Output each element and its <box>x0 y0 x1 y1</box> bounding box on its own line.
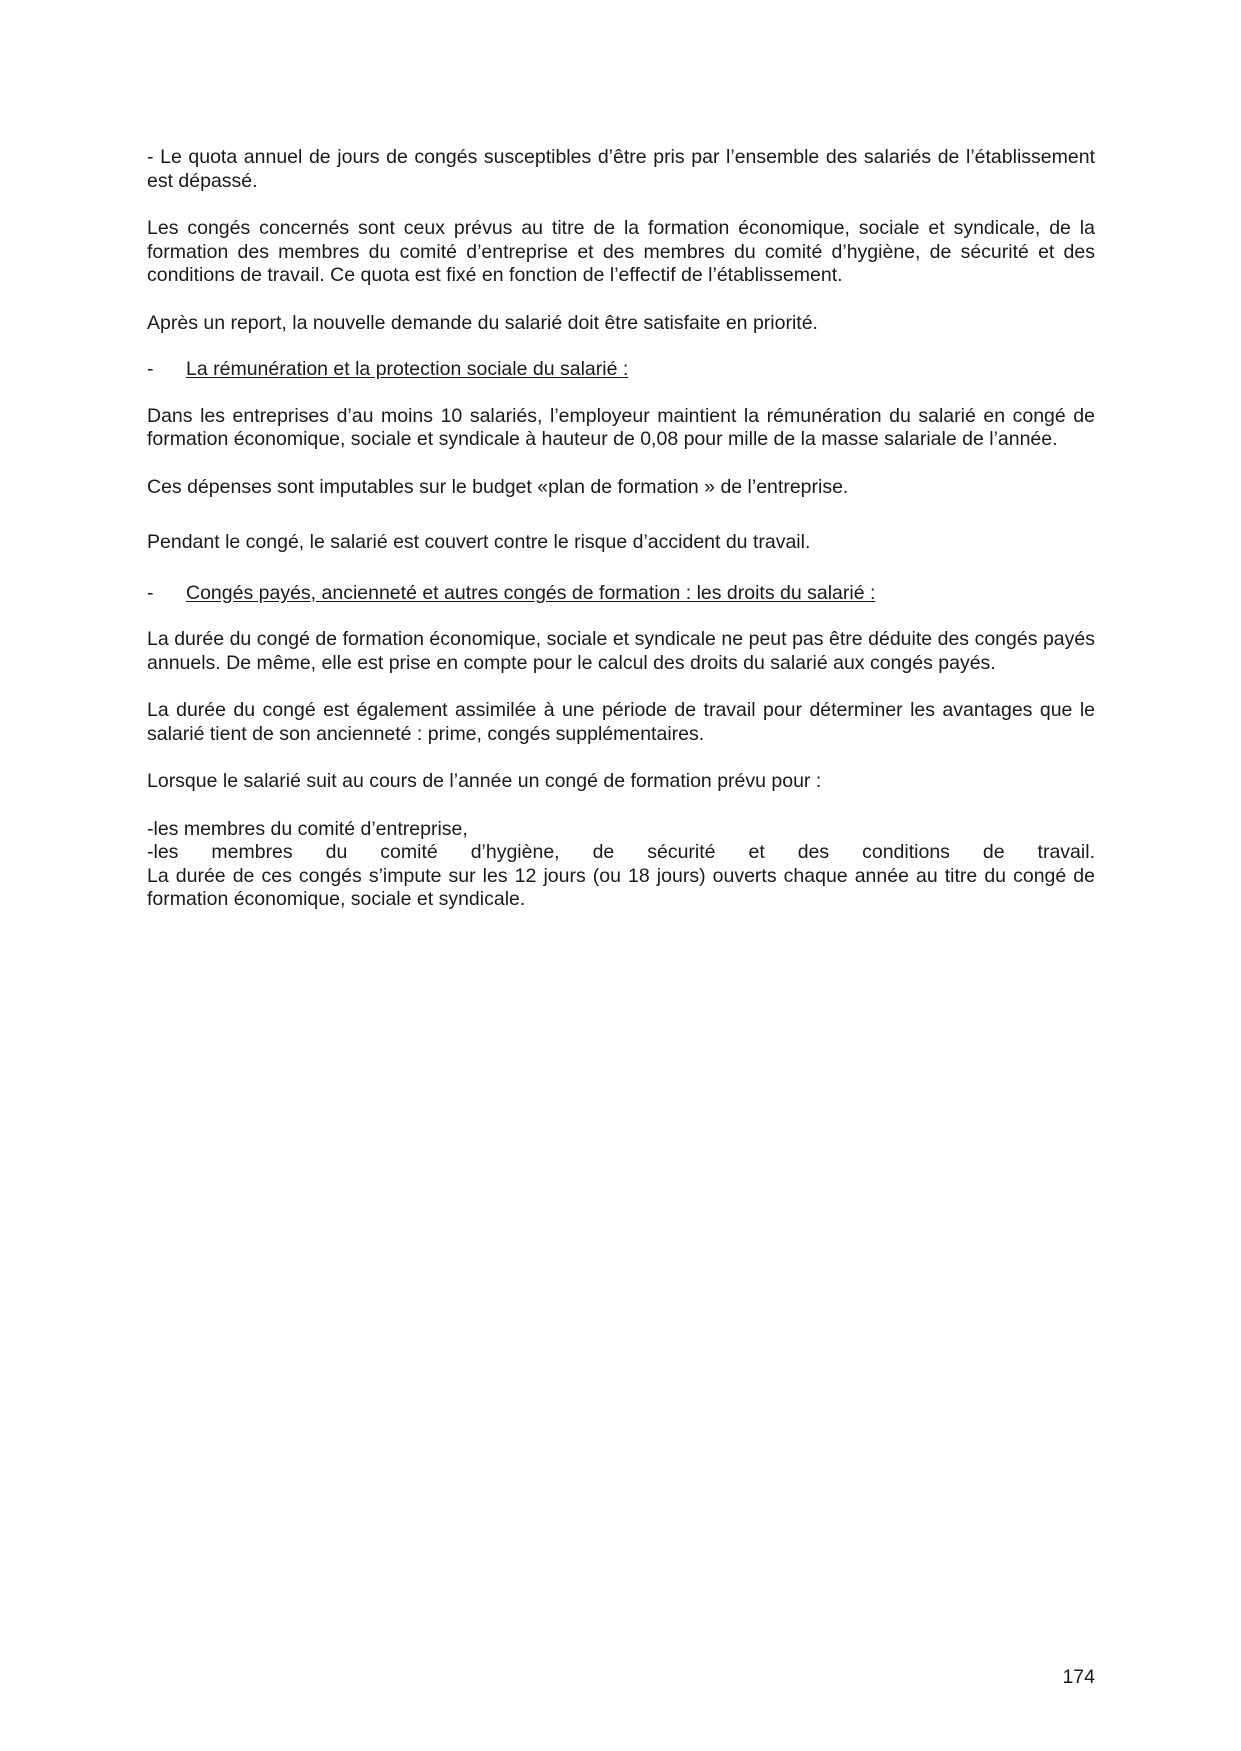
paragraph-depenses: Ces dépenses sont imputables sur le budget «plan de formation » de l’entreprise. <box>147 475 849 498</box>
page-number: 174 <box>1062 1666 1095 1688</box>
heading-conges-payes: Congés payés, ancienneté et autres congés de formation : les droits du salarié : <box>186 581 876 604</box>
list-formation <box>147 818 1095 912</box>
list-item: -les membres du comité d’hygiène, de sécurité et des conditions de travail. <box>147 841 1095 863</box>
paragraph-imputation: La durée de ces congés s’impute sur les 12 jours (ou 18 jours) ouverts chaque année au titre du congé de formation économique, sociale et syndicale. <box>147 864 1095 910</box>
paragraph-quota: - Le quota annuel de jours de congés susceptibles d’être pris par l’ensemble des salariés de l’établissement est dépassé. <box>147 146 1095 192</box>
section-heading-remuneration <box>147 358 1095 382</box>
paragraph-report: Après un report, la nouvelle demande du salarié doit être satisfaite en priorité. <box>147 311 818 334</box>
paragraph-entreprises: Dans les entreprises d’au moins 10 salariés, l’employeur maintient la rémunération du salarié en congé de formation économique, sociale et syndicale à hauteur de 0,08 pour mille de la masse salariale de l’année. <box>147 404 1095 450</box>
section-heading-conges-payes <box>147 582 1095 606</box>
document-body <box>147 146 1095 912</box>
heading-remuneration: La rémunération et la protection sociale du salarié : <box>186 358 629 380</box>
heading-dash: - <box>147 358 154 380</box>
paragraph-conges-concernes: Les congés concernés sont ceux prévus au titre de la formation économique, sociale et syndicale, de la formation des membres du comité d’entreprise et des membres du comité d’hygiène, de sécurité et des conditions de travail. Ce quota est fixé en fonction de l’effectif de l’établissement. <box>147 217 1095 286</box>
heading-dash: - <box>147 581 154 604</box>
paragraph-anciennete: La durée du congé est également assimilée à une période de travail pour déterminer les avantages que le salarié tient de son ancienneté : prime, congés supplémentaires. <box>147 699 1095 745</box>
paragraph-lorsque: Lorsque le salarié suit au cours de l’année un congé de formation prévu pour : <box>147 770 822 792</box>
list-item: -les membres du comité d’entreprise, <box>147 817 468 840</box>
paragraph-duree-conge: La durée du congé de formation économique, sociale et syndicale ne peut pas être déduite des congés payés annuels. De même, elle est prise en compte pour le calcul des droits du salarié aux congés payés. <box>147 628 1095 674</box>
paragraph-accident: Pendant le congé, le salarié est couvert contre le risque d’accident du travail. <box>147 531 811 553</box>
